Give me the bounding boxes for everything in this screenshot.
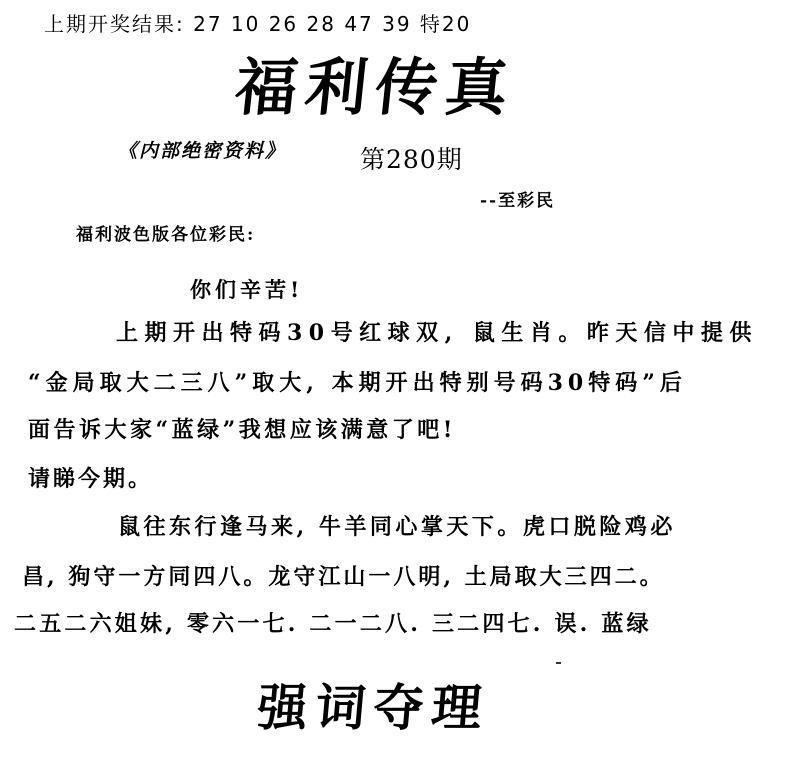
- letter-line-4: 请睇今期。: [28, 466, 154, 492]
- letter-greeting: 福利波色版各位彩民:: [76, 225, 256, 245]
- riddle-line-2: 昌, 狗守一方同四八。龙守江山一八明, 土局取大三四二。: [22, 564, 665, 590]
- letter-salutation: 你们辛苦!: [190, 277, 304, 302]
- footer-title: 强词夺理: [255, 678, 493, 737]
- page-title: 福利传真: [231, 51, 520, 124]
- confidential-subtitle: 《内部绝密资料》: [118, 140, 287, 162]
- riddle-line-3: 二五二六姐妹, 零六一七. 二一二八. 三二四七. 误. 蓝绿: [14, 611, 652, 637]
- letter-line-3: 面告诉大家“蓝绿”我想应该满意了吧!: [28, 417, 456, 443]
- riddle-line-1: 鼠往东行逢马来, 牛羊同心掌天下。虎口脱险鸡必: [118, 514, 676, 540]
- print-speck: [556, 662, 561, 664]
- issue-number: 第280期: [360, 145, 463, 174]
- letter-line-2: “金局取大二三八”取大, 本期开出特别号码30特码”后: [28, 370, 687, 396]
- signature-line: --至彩民: [480, 191, 556, 211]
- letter-line-1: 上期开出特码30号红球双, 鼠生肖。昨天信中提供: [116, 320, 758, 346]
- last-draw-result: 上期开奖结果: 27 10 26 28 47 39 特20: [44, 12, 472, 36]
